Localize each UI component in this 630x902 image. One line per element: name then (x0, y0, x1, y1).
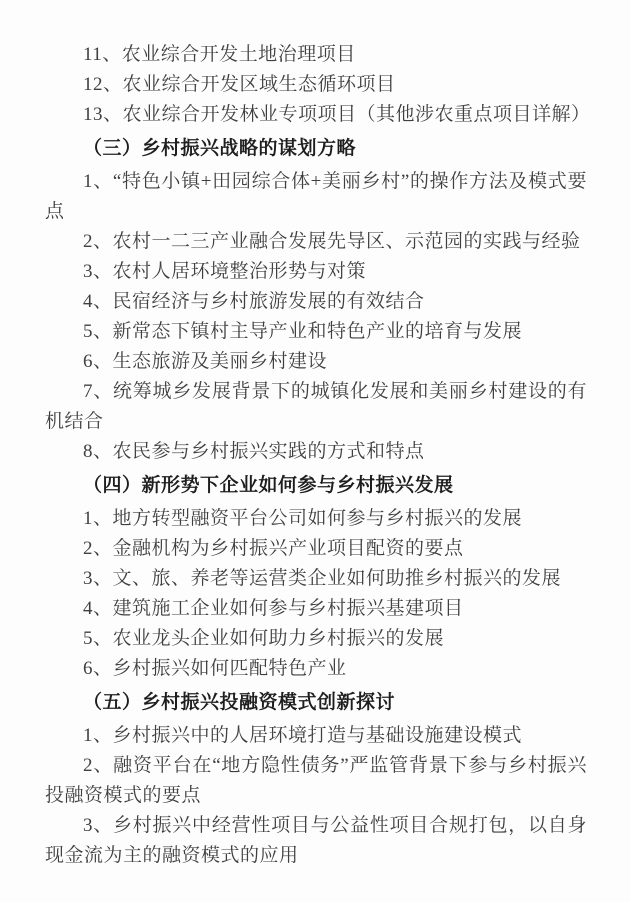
list-item: 2、农村一二三产业融合发展先导区、示范园的实践与经验 (83, 231, 581, 252)
list-item: 13、农业综合开发林业专项项目（其他涉农重点项目详解） (83, 104, 591, 125)
list-item: 2、融资平台在“地方隐性债务”严监管背景下参与乡村振兴投融资模式的要点 (45, 755, 587, 806)
list-item: 11、农业综合开发土地治理项目 (83, 44, 356, 65)
section-heading: （五）乡村振兴投融资模式创新探讨 (83, 692, 396, 713)
section-heading: （三）乡村振兴战略的谋划方略 (83, 138, 357, 159)
list-item: 3、文、旅、养老等运营类企业如何助推乡村振兴的发展 (83, 568, 562, 589)
list-item: 5、新常态下镇村主导产业和特色产业的培育与发展 (83, 321, 523, 342)
list-item: 3、农村人居环境整治形势与对策 (83, 261, 367, 282)
list-item: 3、乡村振兴中经营性项目与公益性项目合规打包，以自身现金流为主的融资模式的应用 (45, 815, 587, 866)
list-item: 6、乡村振兴如何匹配特色产业 (83, 658, 347, 679)
list-item: 8、农民参与乡村振兴实践的方式和特点 (83, 441, 425, 462)
list-item: 1、乡村振兴中的人居环境打造与基础设施建设模式 (83, 725, 523, 746)
list-item: 12、农业综合开发区域生态循环项目 (83, 74, 396, 95)
list-item: 2、金融机构为乡村振兴产业项目配资的要点 (83, 538, 464, 559)
section-heading: （四）新形势下企业如何参与乡村振兴发展 (83, 475, 454, 496)
list-item: 4、建筑施工企业如何参与乡村振兴基建项目 (83, 598, 464, 619)
list-item: 4、民宿经济与乡村旅游发展的有效结合 (83, 291, 425, 312)
list-item: 6、生态旅游及美丽乡村建设 (83, 351, 328, 372)
list-item: 1、地方转型融资平台公司如何参与乡村振兴的发展 (83, 508, 523, 529)
list-item: 1、“特色小镇+田园综合体+美丽乡村”的操作方法及模式要点 (45, 171, 587, 222)
list-item: 5、农业龙头企业如何助力乡村振兴的发展 (83, 628, 445, 649)
list-item: 7、统筹城乡发展背景下的城镇化发展和美丽乡村建设的有机结合 (45, 381, 587, 432)
